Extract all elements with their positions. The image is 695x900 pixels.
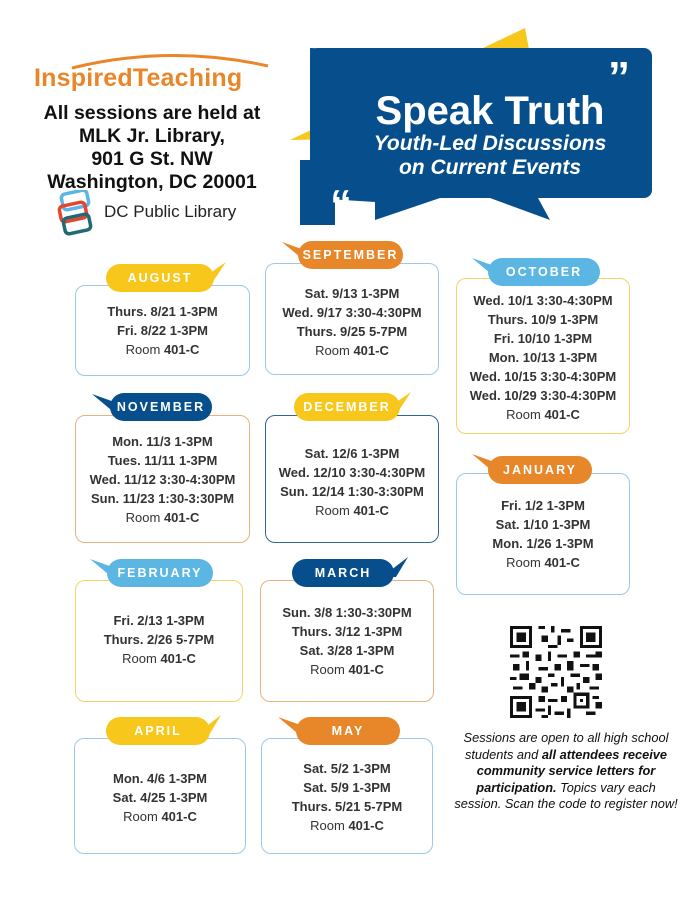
room-line: Room 401-C bbox=[125, 510, 200, 525]
card-march bbox=[260, 580, 434, 702]
quote-open-icon: “ bbox=[330, 181, 352, 225]
month-pill-april: APRIL bbox=[106, 717, 210, 745]
session-line: Tues. 11/11 1-3PM bbox=[107, 453, 218, 468]
library-logo-icon bbox=[56, 190, 100, 236]
banner-title: Speak Truth bbox=[375, 89, 605, 133]
room-line: Room 401-C bbox=[125, 342, 200, 357]
session-line: Thurs. 8/21 1-3PM bbox=[107, 304, 218, 319]
card-september bbox=[265, 263, 439, 375]
month-pill-january: JANUARY bbox=[488, 456, 592, 484]
session-line: Sun. 11/23 1:30-3:30PM bbox=[90, 491, 235, 506]
room-line: Room 401-C bbox=[315, 503, 389, 518]
session-line: Thurs. 9/25 5-7PM bbox=[296, 324, 408, 339]
session-line: Mon. 4/6 1-3PM bbox=[113, 771, 207, 786]
session-line: Sat. 5/9 1-3PM bbox=[303, 780, 391, 795]
venue-address bbox=[22, 102, 282, 194]
session-line: Mon. 11/3 1-3PM bbox=[112, 434, 213, 449]
session-line: Fri. 2/13 1-3PM bbox=[113, 613, 205, 628]
session-line: Wed. 10/15 3:30-4:30PM bbox=[469, 369, 617, 384]
session-line: Sat. 1/10 1-3PM bbox=[495, 517, 591, 532]
session-line: Sat. 3/28 1-3PM bbox=[299, 643, 395, 658]
month-pill-december: DECEMBER bbox=[294, 393, 400, 421]
session-line: Wed. 11/12 3:30-4:30PM bbox=[89, 472, 236, 487]
quote-close-icon: ” bbox=[608, 53, 630, 102]
session-line: Mon. 1/26 1-3PM bbox=[492, 536, 594, 551]
room-line: Room 401-C bbox=[310, 662, 384, 677]
room-line: Room 401-C bbox=[315, 343, 389, 358]
dc-public-library-logo bbox=[56, 190, 286, 236]
session-line: Thurs. 3/12 1-3PM bbox=[291, 624, 403, 639]
session-line: Sat. 9/13 1-3PM bbox=[304, 286, 400, 301]
session-line: Fri. 1/2 1-3PM bbox=[501, 498, 585, 513]
address-line-2: MLK Jr. Library, bbox=[79, 125, 225, 147]
banner-title-block bbox=[340, 90, 640, 180]
session-line: Thurs. 2/26 5-7PM bbox=[103, 632, 215, 647]
session-line: Fri. 10/10 1-3PM bbox=[493, 331, 593, 346]
registration-note: Sessions are open to all high school students and all attendees receive community service letters for participation. Topics vary each session. Scan the code to register now! bbox=[454, 730, 678, 811]
library-name: DC Public Library bbox=[104, 202, 237, 221]
session-line: Sun. 12/14 1:30-3:30PM bbox=[280, 484, 424, 499]
session-line: Sat. 5/2 1-3PM bbox=[303, 761, 391, 776]
card-january bbox=[456, 473, 630, 595]
month-pill-march: MARCH bbox=[292, 559, 394, 587]
session-line: Fri. 8/22 1-3PM bbox=[116, 323, 209, 338]
session-line: Sun. 3/8 1:30-3:30PM bbox=[282, 605, 412, 620]
month-pill-february: FEBRUARY bbox=[107, 559, 213, 587]
qr-code-icon[interactable] bbox=[510, 626, 602, 718]
month-pill-november: NOVEMBER bbox=[110, 393, 212, 421]
session-line: Sat. 4/25 1-3PM bbox=[112, 790, 208, 805]
card-october bbox=[456, 278, 630, 434]
month-pill-september: SEPTEMBER bbox=[298, 241, 403, 269]
session-line: Wed. 9/17 3:30-4:30PM bbox=[282, 305, 422, 320]
month-pill-october: OCTOBER bbox=[488, 258, 600, 286]
session-line: Wed. 12/10 3:30-4:30PM bbox=[278, 465, 426, 480]
logo-text: InspiredTeaching bbox=[34, 64, 243, 92]
session-line: Sat. 12/6 1-3PM bbox=[304, 446, 400, 461]
room-line: Room 401-C bbox=[122, 651, 196, 666]
session-line: Wed. 10/29 3:30-4:30PM bbox=[469, 388, 617, 403]
inspired-teaching-logo bbox=[34, 50, 274, 98]
session-line: Thurs. 5/21 5-7PM bbox=[291, 799, 403, 814]
card-december bbox=[265, 415, 439, 543]
session-line: Mon. 10/13 1-3PM bbox=[488, 350, 598, 365]
address-line-1: All sessions are held at bbox=[43, 102, 261, 124]
month-pill-may: MAY bbox=[296, 717, 400, 745]
card-february bbox=[75, 580, 243, 702]
card-november bbox=[75, 415, 250, 543]
room-line: Room 401-C bbox=[123, 809, 197, 824]
card-april bbox=[74, 738, 246, 854]
address-line-4: Washington, DC 20001 bbox=[47, 171, 257, 193]
card-august bbox=[75, 285, 250, 376]
room-line: Room 401-C bbox=[506, 407, 580, 422]
room-line: Room 401-C bbox=[310, 818, 384, 833]
address-line-3: 901 G St. NW bbox=[91, 148, 213, 170]
session-line: Thurs. 10/9 1-3PM bbox=[487, 312, 599, 327]
month-pill-august: AUGUST bbox=[106, 264, 214, 292]
session-line: Wed. 10/1 3:30-4:30PM bbox=[473, 293, 613, 308]
banner-subtitle-2: on Current Events bbox=[398, 156, 582, 179]
room-line: Room 401-C bbox=[506, 555, 580, 570]
card-may bbox=[261, 738, 433, 854]
banner-subtitle-1: Youth-Led Discussions bbox=[373, 132, 607, 155]
